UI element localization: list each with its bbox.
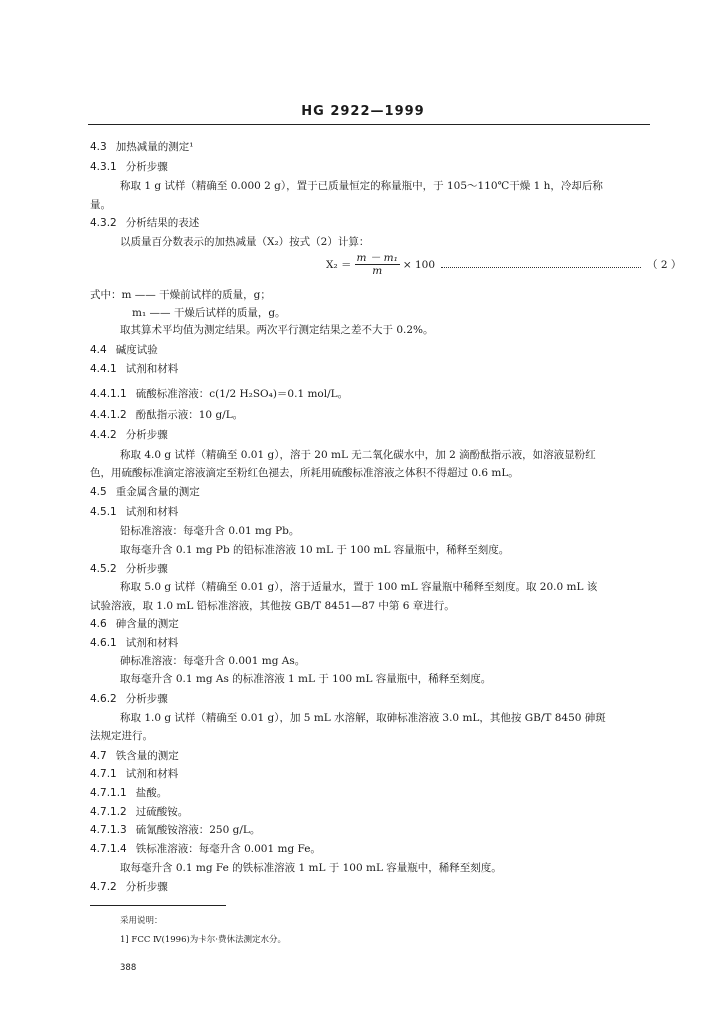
formula-rhs: × 100 [402, 258, 436, 271]
section-4-7-1-4: 4.7.1.4 铁标准溶液：每毫升含 0.001 mg Fe。 [90, 843, 321, 855]
section-4-3: 4.3 加热减量的测定¹ [90, 141, 194, 153]
section-4-4-1-2: 4.4.1.2 酚酞指示液：10 g/L。 [90, 409, 244, 421]
formula-2 [326, 252, 681, 277]
paragraph-cont: 法规定进行。 [90, 730, 153, 742]
section-4-5-2: 4.5.2 分析步骤 [90, 563, 168, 575]
paragraph: 称取 4.0 g 试样（精确至 0.01 g），溶于 20 mL 无二氧化碳水中，加 2 滴酚酞指示液，如溶液显粉红 [120, 449, 596, 461]
formula-fraction [355, 252, 400, 277]
formula-number: （ 2 ） [647, 259, 682, 271]
formula-denominator: m [372, 265, 383, 277]
section-4-7: 4.7 铁含量的测定 [90, 750, 179, 762]
section-4-7-1: 4.7.1 试剂和材料 [90, 768, 179, 780]
where-line: 式中：m —— 干燥前试样的质量，g； [90, 289, 271, 301]
paragraph: 取每毫升含 0.1 mg Pb 的铅标准溶液 10 mL 于 100 mL 容量瓶中，稀释至刻度。 [120, 544, 510, 556]
paragraph-cont: 量。 [90, 199, 111, 211]
section-4-7-1-2: 4.7.1.2 过硫酸铵。 [90, 806, 189, 818]
section-4-3-1: 4.3.1 分析步骤 [90, 161, 168, 173]
standard-header: HG 2922—1999 [301, 104, 425, 119]
footnote-title: 采用说明： [120, 916, 163, 926]
paragraph-cont: 色，用硫酸标准滴定溶液滴定至粉红色褪去，所耗用硫酸标准溶液之体积不得超过 0.6 mL。 [90, 467, 519, 479]
section-4-3-2: 4.3.2 分析结果的表述 [90, 217, 200, 229]
header-rule [88, 124, 650, 125]
section-4-6: 4.6 砷含量的测定 [90, 618, 179, 630]
paragraph: 以质量百分数表示的加热减量（X₂）按式（2）计算： [120, 236, 370, 248]
section-4-7-1-1: 4.7.1.1 盐酸。 [90, 787, 168, 799]
paragraph: 取每毫升含 0.1 mg Fe 的铁标准溶液 1 mL 于 100 mL 容量瓶中，稀释至刻度。 [120, 862, 502, 874]
section-4-7-2: 4.7.2 分析步骤 [90, 881, 168, 893]
footnote-rule [90, 905, 226, 906]
section-4-6-1: 4.6.1 试剂和材料 [90, 637, 179, 649]
paragraph-cont: 试验溶液，取 1.0 mL 铅标准溶液，其他按 GB/T 8451—87 中第 6 章进行。 [90, 600, 455, 612]
section-4-4-1-1: 4.4.1.1 硫酸标准溶液：c(1/2 H₂SO₄)＝0.1 mol/L。 [90, 388, 349, 400]
paragraph: 称取 5.0 g 试样（精确至 0.01 g），溶于适量水，置于 100 mL 容量瓶中稀释至刻度。取 20.0 mL 该 [120, 581, 598, 593]
paragraph: 称取 1.0 g 试样（精确至 0.01 g），加 5 mL 水溶解，取砷标准溶液 3.0 mL，其他按 GB/T 8450 砷斑 [120, 712, 606, 724]
section-4-4-2: 4.4.2 分析步骤 [90, 429, 168, 441]
where-line: m₁ —— 干燥后试样的质量，g。 [132, 307, 286, 319]
section-4-6-2: 4.6.2 分析步骤 [90, 693, 168, 705]
paragraph: 取其算术平均值为测定结果。两次平行测定结果之差不大于 0.2%。 [120, 324, 434, 336]
formula-lhs: X₂ ＝ [326, 259, 352, 271]
section-4-7-1-3: 4.7.1.3 硫氰酸铵溶液：250 g/L。 [90, 824, 261, 836]
paragraph: 取每毫升含 0.1 mg As 的标准溶液 1 mL 于 100 mL 容量瓶中，稀释至刻度。 [120, 673, 492, 685]
formula-leader-dots [441, 261, 641, 268]
page-number: 388 [120, 963, 137, 973]
section-4-4: 4.4 碱度试验 [90, 344, 158, 356]
formula-numerator: m － m₁ [356, 252, 398, 264]
section-4-5-1: 4.5.1 试剂和材料 [90, 506, 179, 518]
section-4-4-1: 4.4.1 试剂和材料 [90, 363, 179, 375]
paragraph: 铅标准溶液：每毫升含 0.01 mg Pb。 [120, 525, 300, 537]
footnote-text: 1] FCC Ⅳ(1996)为卡尔·费休法测定水分。 [120, 935, 286, 945]
section-4-5: 4.5 重金属含量的测定 [90, 486, 200, 498]
paragraph: 砷标准溶液：每毫升含 0.001 mg As。 [120, 655, 306, 667]
paragraph: 称取 1 g 试样（精确至 0.000 2 g），置于已质量恒定的称量瓶中，于 105～110℃干燥 1 h，冷却后称 [120, 180, 603, 192]
